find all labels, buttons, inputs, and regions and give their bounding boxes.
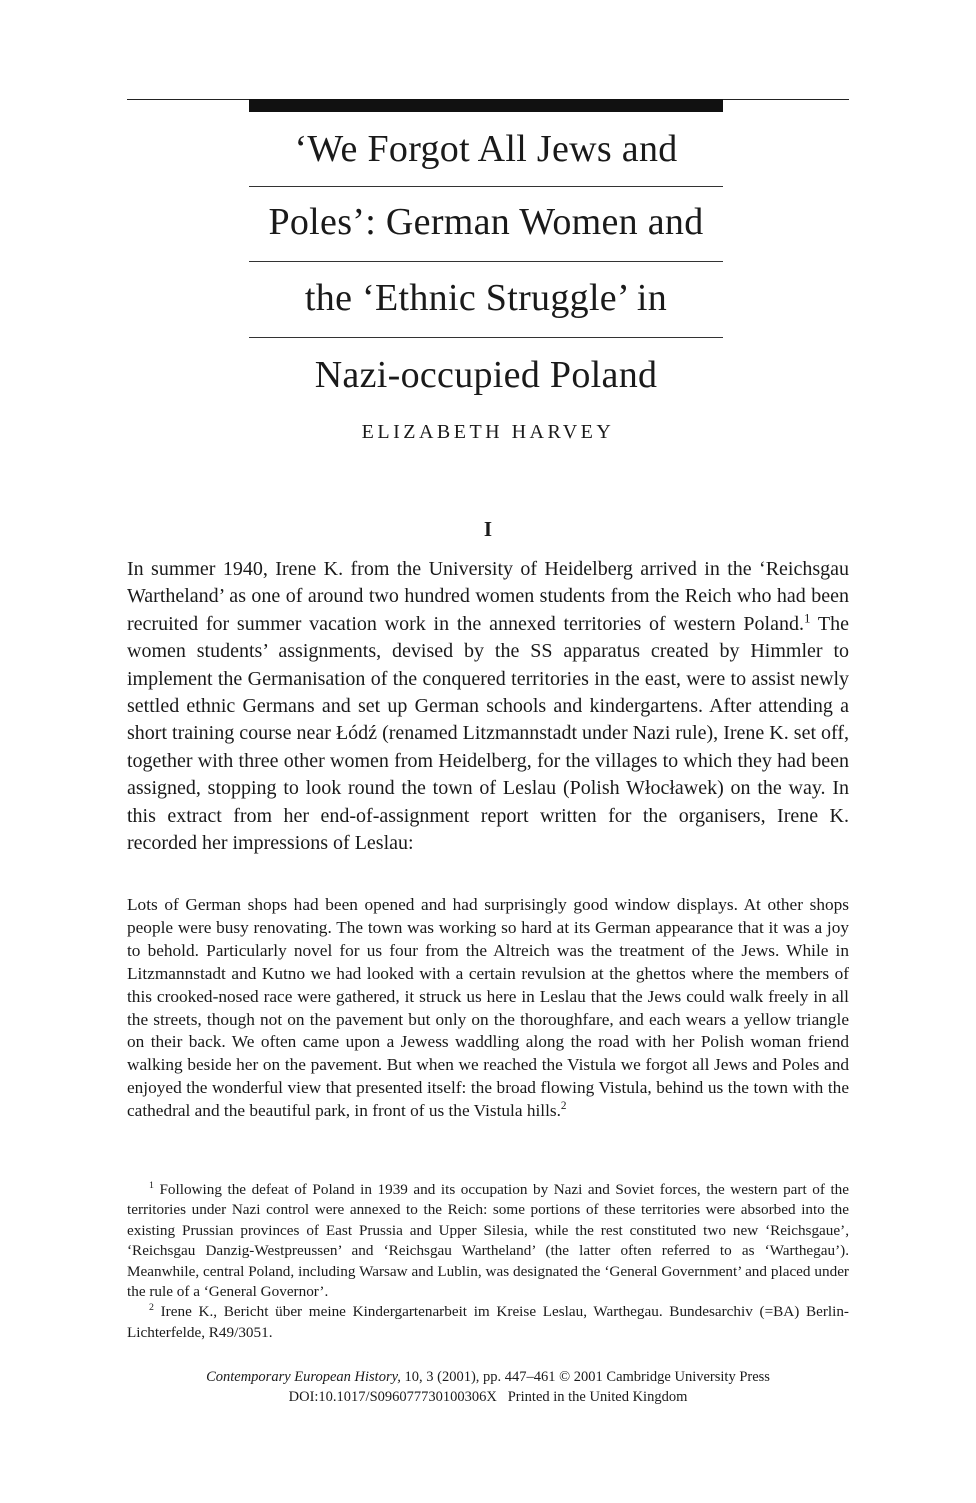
block-quote (127, 894, 849, 1123)
journal-volume-info: 10, 3 (2001), pp. 447–461 © 2001 Cambridge University Press (400, 1369, 770, 1385)
article-title-line-4: Nazi-occupied Poland (314, 354, 658, 396)
doi-text[interactable]: DOI:10.1017/S096077730100306X Printed in the United Kingdom (288, 1389, 688, 1405)
header-black-bar (249, 99, 723, 112)
footnotes (127, 1180, 849, 1343)
article-title-line-2: Poles’: German Women and (268, 201, 704, 243)
author-name: ELIZABETH HARVEY (361, 421, 615, 443)
journal-citation (0, 1369, 976, 1386)
body-text-part-1: In summer 1940, Irene K. from the University of Heidelberg arrived in the ‘Reichsgau Wartheland’ as one of around two hundred women students from the Reich who had been recruited for summer vacation work in the annexed territories of western Poland. (127, 558, 849, 635)
article-title-line-3: the ‘Ethnic Struggle’ in (304, 277, 668, 319)
doi-line (0, 1389, 976, 1406)
journal-name: Contemporary European History, (206, 1369, 401, 1385)
footnote-2 (127, 1302, 849, 1343)
body-paragraph (127, 556, 849, 857)
body-text-part-2: The women students’ assignments, devised by the SS apparatus created by Himmler to implement the Germanisation of the conquered territories in the east, were to assist newly settled ethnic Germans and set up German schools and kindergartens. After attending a short training course near Łódź (renamed Litzmannstadt under Nazi rule), Irene K. set off, together with three other women from Heidelberg, for the villages to which they had been assigned, stopping to look round the town of Leslau (Polish Włocławek) on the way. In this extract from her end-of-assignment report written for the organisers, Irene K. recorded her impressions of Leslau: (127, 612, 849, 855)
title-divider-2 (249, 261, 723, 262)
footnote-2-number: 2 (149, 1302, 154, 1314)
footnote-ref-2[interactable]: 2 (560, 1100, 567, 1113)
title-divider-3 (249, 337, 723, 338)
title-divider-1 (249, 186, 723, 187)
quote-text: Lots of German shops had been opened and had surprisingly good window displays. At other shops people were busy renovating. The town was working so hard at its German appearance that it was a joy to behold. Particularly novel for us four from the Altreich was the treatment of the Jews. While in Litzmannstadt and Kutno we had looked with a certain revulsion at the ghettos where the members of this crooked-nosed race were gathered, it struck us here in Leslau that the Jews could walk freely in all the streets, though not on the pavement but only on the thoroughfare, and each wears a yellow triangle on their back. We often came upon a Jewess waddling along the road with her Polish woman friend walking beside her on the pavement. But when we reached the Vistula we forgot all Jews and Poles and enjoyed the wonderful view that presented itself: the broad flowing Vistula, behind us the town with the cathedral and the beautiful park, in front of us the Vistula hills. (127, 895, 849, 1121)
footnote-1 (127, 1180, 849, 1302)
footnote-1-number: 1 (149, 1179, 154, 1191)
section-number: I (483, 517, 493, 541)
footnote-2-text: Irene K., Bericht über meine Kindergartenarbeit im Kreise Leslau, Warthegau. Bundesarchiv (=BA) Berlin-Lichterfelde, R49/3051. (127, 1303, 849, 1341)
footnote-1-text: Following the defeat of Poland in 1939 and its occupation by Nazi and Soviet forces, the western part of the territories under Nazi control were annexed to the Reich: some portions of these territories were absorbed into the existing Prussian provinces of East Prussia and Upper Silesia, while the rest constituted two new ‘Reichsgaue’, ‘Reichsgau Danzig-Westpreussen’ and ‘Reichsgau Wartheland’ (the latter often referred to as ‘Warthegau’). Meanwhile, central Poland, including Warsaw and Lublin, was designated the ‘General Government’ and placed under the rule of a ‘General Governor’. (127, 1181, 849, 1301)
footnote-ref-1[interactable]: 1 (803, 610, 811, 626)
article-title-line-1: ‘We Forgot All Jews and (294, 128, 678, 170)
